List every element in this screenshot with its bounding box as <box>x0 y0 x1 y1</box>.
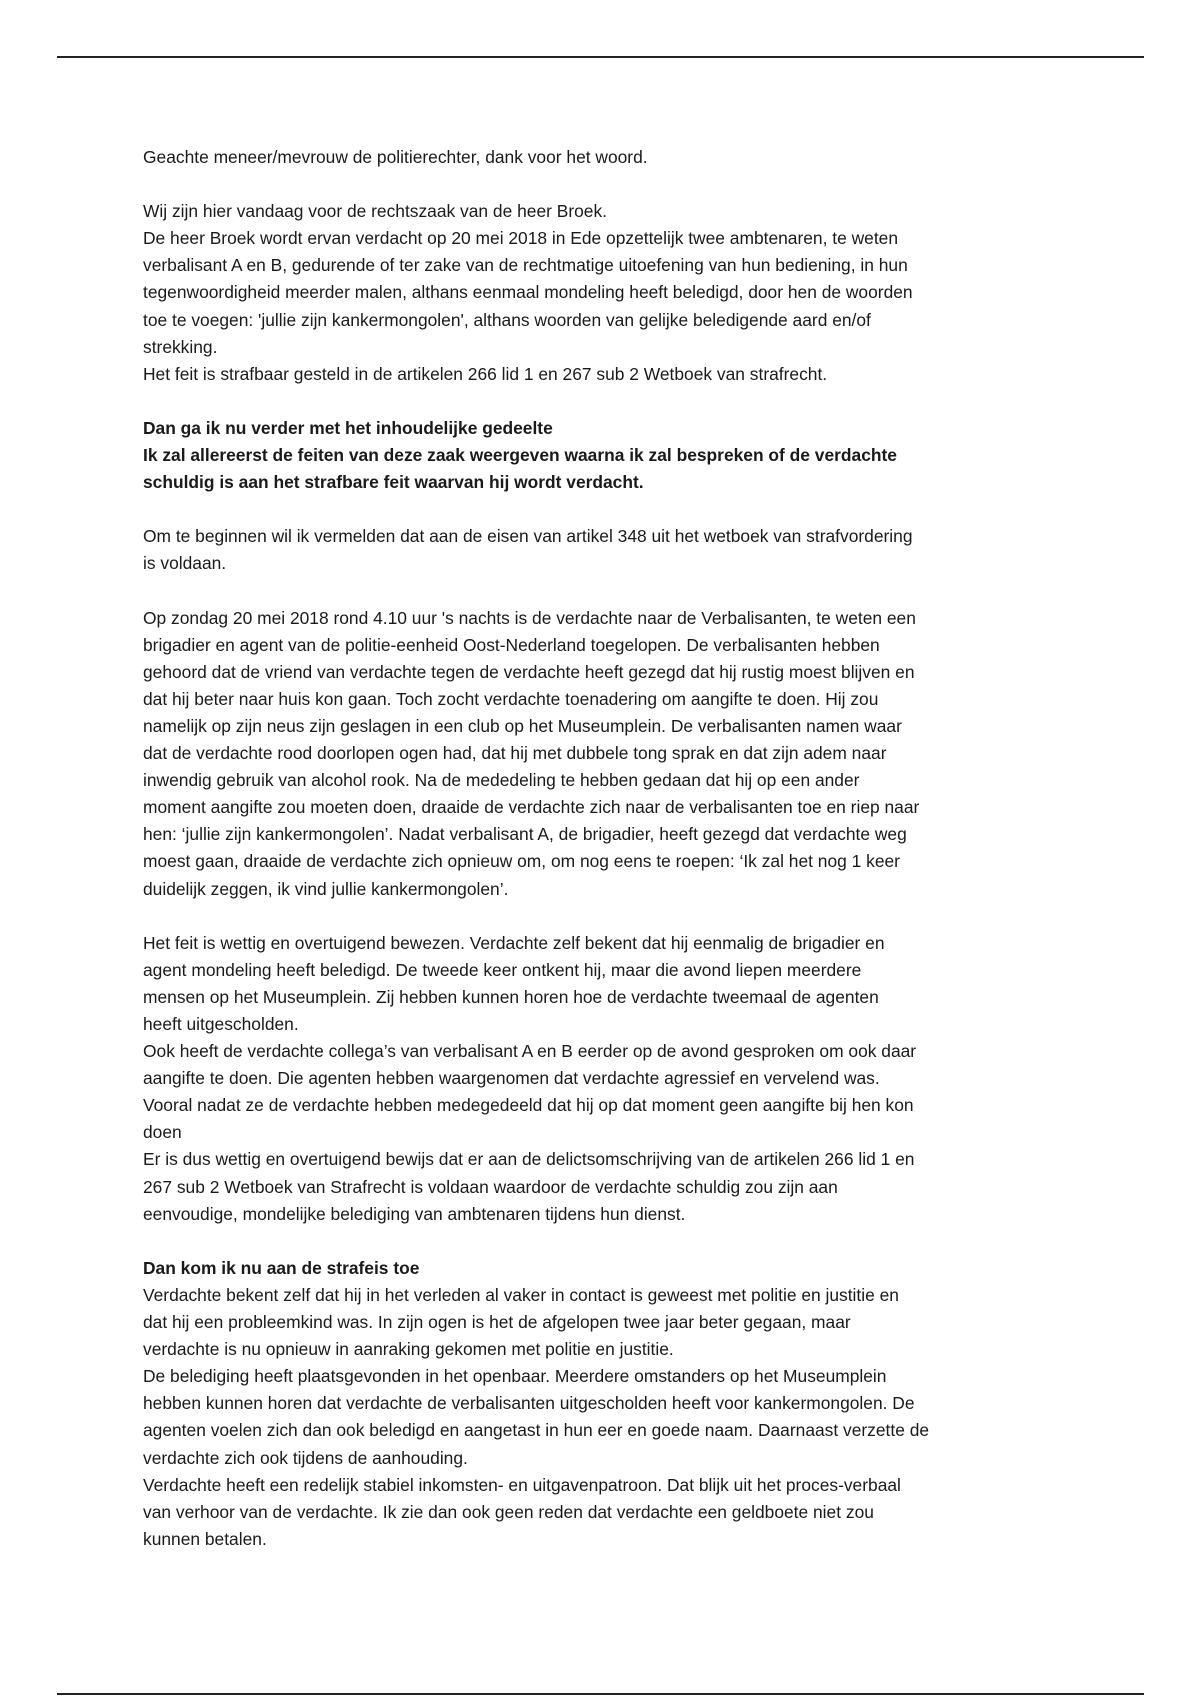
paragraph <box>143 198 1063 388</box>
text-line: De heer Broek wordt ervan verdacht op 20 mei 2018 in Ede opzettelijk twee ambtenaren, te weten <box>143 228 898 249</box>
text-line: Ik zal allereerst de feiten van deze zaak weergeven waarna ik zal bespreken of de verdachte <box>143 445 897 466</box>
text-line: moment aangifte zou moeten doen, draaide de verdachte zich naar de verbalisanten toe en riep naar <box>143 797 920 818</box>
text-line: Geachte meneer/mevrouw de politierechter, dank voor het woord. <box>143 147 648 167</box>
text-line: dat de verdachte rood doorlopen ogen had, dat hij met dubbele tong sprak en dat zijn adem naar <box>143 743 887 764</box>
text-line: is voldaan. <box>143 553 227 574</box>
document-body <box>143 144 1063 1580</box>
text-line: dat hij beter naar huis kon gaan. Toch zocht verdachte toenadering om aangifte te doen. Hij zou <box>143 688 879 709</box>
text-line: kunnen betalen. <box>143 1528 267 1549</box>
text-line: Wij zijn hier vandaag voor de rechtszaak van de heer Broek. <box>143 201 607 222</box>
text-line: hen: ‘jullie zijn kankermongolen’. Nadat verbalisant A, de brigadier, heeft gezegd dat verdachte weg <box>143 824 907 845</box>
text-line: Dan kom ik nu aan de strafeis toe <box>143 1257 420 1278</box>
text-line: tegenwoordigheid meerder malen, althans eenmaal mondeling heeft beledigd, door hen de woorden <box>143 282 913 303</box>
text-line: De belediging heeft plaatsgevonden in het openbaar. Meerdere omstanders op het Museumplein <box>143 1366 887 1387</box>
text-line: gehoord dat de vriend van verdachte tegen de verdachte heeft gezegd dat hij rustig moest blijven en <box>143 661 915 682</box>
text-line: inwendig gebruik van alcohol rook. Na de mededeling te hebben gedaan dat hij op een ander <box>143 770 860 791</box>
text-line: Vooral nadat ze de verdachte hebben medegedeeld dat hij op dat moment geen aangifte bij hen kon <box>143 1095 914 1116</box>
paragraph <box>143 415 1063 496</box>
text-line: verbalisant A en B, gedurende of ter zake van de rechtmatige uitoefening van hun bediening, in hun <box>143 255 908 276</box>
text-line: Het feit is wettig en overtuigend bewezen. Verdachte zelf bekent dat hij eenmalig de brigadier en <box>143 932 885 953</box>
text-line: 267 sub 2 Wetboek van Strafrecht is voldaan waardoor de verdachte schuldig zou zijn aan <box>143 1176 838 1197</box>
text-line: heeft uitgescholden. <box>143 1014 299 1034</box>
text-line: Verdachte heeft een redelijk stabiel inkomsten- en uitgavenpatroon. Dat blijk uit het proces-verbaal <box>143 1474 901 1495</box>
text-line: van verhoor van de verdachte. Ik zie dan ook geen reden dat verdachte een geldboete niet zou <box>143 1501 874 1522</box>
paragraph <box>143 930 1063 1228</box>
text-line: aangifte te doen. Die agenten hebben waargenomen dat verdachte agressief en vervelend was. <box>143 1068 880 1089</box>
text-line: strekking. <box>143 336 218 357</box>
text-line: eenvoudige, mondelijke belediging van ambtenaren tijdens hun dienst. <box>143 1203 686 1224</box>
text-line: Om te beginnen wil ik vermelden dat aan de eisen van artikel 348 uit het wetboek van strafvordering <box>143 526 913 547</box>
paragraph <box>143 1255 1063 1553</box>
text-line: verdachte zich ook tijdens de aanhouding. <box>143 1447 468 1468</box>
footer-rule <box>57 1693 1144 1695</box>
paragraph <box>143 144 1063 171</box>
text-line: verdachte is nu opnieuw in aanraking gekomen met politie en justitie. <box>143 1339 674 1360</box>
text-line: mensen op het Museumplein. Zij hebben kunnen horen hoe de verdachte tweemaal de agenten <box>143 986 879 1007</box>
text-line: agenten voelen zich dan ook beledigd en aangetast in hun eer en goede naam. Daarnaast verzette de <box>143 1420 930 1441</box>
text-line: Op zondag 20 mei 2018 rond 4.10 uur 's nachts is de verdachte naar de Verbalisanten, te weten een <box>143 607 916 628</box>
text-line: brigadier en agent van de politie-eenheid Oost-Nederland toegelopen. De verbalisanten hebben <box>143 634 880 655</box>
text-line: Verdachte bekent zelf dat hij in het verleden al vaker in contact is geweest met politie en justitie en <box>143 1284 899 1305</box>
text-line: duidelijk zeggen, ik vind jullie kankermongolen’. <box>143 878 509 899</box>
text-line: Er is dus wettig en overtuigend bewijs dat er aan de delictsomschrijving van de artikelen 266 lid 1 en <box>143 1149 915 1170</box>
text-line: doen <box>143 1122 182 1143</box>
text-line: Ook heeft de verdachte collega’s van verbalisant A en B eerder op de avond gesproken om ook daar <box>143 1041 917 1062</box>
text-line: Dan ga ik nu verder met het inhoudelijke gedeelte <box>143 417 553 438</box>
text-line: dat hij een probleemkind was. In zijn ogen is het de afgelopen twee jaar beter gegaan, maar <box>143 1312 851 1333</box>
paragraph <box>143 605 1063 903</box>
text-line: namelijk op zijn neus zijn geslagen in een club op het Museumplein. De verbalisanten namen waar <box>143 715 902 736</box>
text-line: hebben kunnen horen dat verdachte de verbalisanten uitgescholden heeft voor kankermongolen. De <box>143 1393 915 1414</box>
text-line: schuldig is aan het strafbare feit waarvan hij wordt verdacht. <box>143 472 644 493</box>
header-rule <box>57 56 1144 58</box>
paragraph <box>143 523 1063 577</box>
text-line: toe te voegen: 'jullie zijn kankermongolen', althans woorden van gelijke beledigende aard en/of <box>143 309 871 330</box>
text-line: agent mondeling heeft beledigd. De tweede keer ontkent hij, maar die avond liepen meerdere <box>143 959 862 980</box>
text-line: Het feit is strafbaar gesteld in de artikelen 266 lid 1 en 267 sub 2 Wetboek van strafrecht. <box>143 363 828 384</box>
text-line: moest gaan, draaide de verdachte zich opnieuw om, om nog eens te roepen: ‘Ik zal het nog 1 keer <box>143 851 900 872</box>
